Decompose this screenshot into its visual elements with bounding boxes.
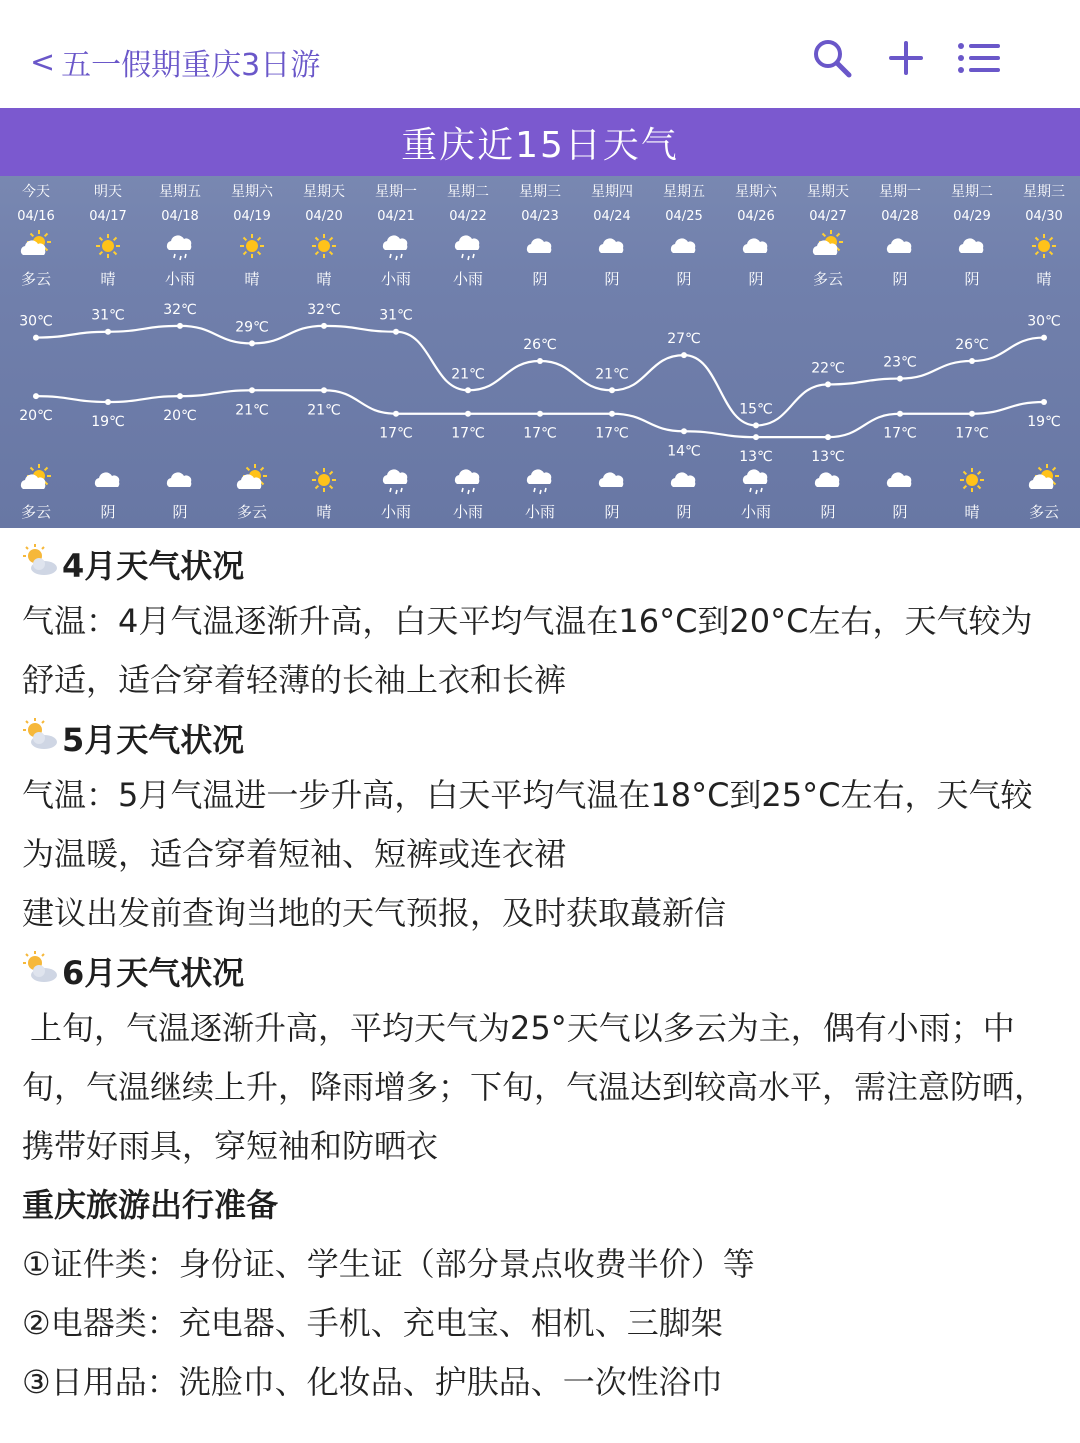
low-temp-point xyxy=(465,411,471,417)
weather-label-bottom: 阴 xyxy=(100,503,116,521)
weather-icon-top xyxy=(959,238,983,253)
low-temp-point xyxy=(825,434,831,440)
low-temp-point xyxy=(681,428,687,434)
day-label: 星期二 xyxy=(951,184,993,200)
weather-label-bottom: 阴 xyxy=(820,503,836,521)
weather-label-top: 晴 xyxy=(244,270,260,288)
high-temp-label: 23℃ xyxy=(883,354,917,371)
weather-icon-top xyxy=(455,235,479,260)
high-temp-point xyxy=(681,352,687,358)
low-temp-point xyxy=(897,411,903,417)
weather-label-top: 晴 xyxy=(316,270,332,288)
day-label: 星期天 xyxy=(807,184,849,200)
weather-label-top: 晴 xyxy=(100,270,116,288)
weather-icon-bottom xyxy=(312,468,336,492)
high-temp-label: 29℃ xyxy=(235,319,269,336)
date-label: 04/22 xyxy=(449,209,487,224)
high-temp-point xyxy=(969,358,975,364)
high-temp-label: 22℃ xyxy=(811,360,845,377)
top-bar xyxy=(0,0,1080,108)
date-label: 04/18 xyxy=(161,209,199,224)
date-label: 04/21 xyxy=(377,209,415,224)
weather-label-top: 多云 xyxy=(20,270,52,288)
low-temp-label: 14℃ xyxy=(667,443,701,460)
weather-label-top: 阴 xyxy=(532,270,548,288)
weather-label-top: 阴 xyxy=(604,270,620,288)
date-label: 04/24 xyxy=(593,209,631,224)
low-temp-label: 17℃ xyxy=(451,425,485,442)
weather-icon-top xyxy=(813,230,843,255)
low-temp-point xyxy=(753,434,759,440)
plus-icon[interactable] xyxy=(884,36,928,80)
chevron-left-icon: < xyxy=(30,44,56,80)
day-label: 星期三 xyxy=(519,184,561,200)
menu-icon[interactable] xyxy=(958,36,1002,80)
toolbar xyxy=(810,36,1002,80)
weather-label-bottom: 多云 xyxy=(236,503,268,521)
weather-icon-bottom xyxy=(455,469,479,494)
date-label: 04/26 xyxy=(737,209,775,224)
high-temp-point xyxy=(537,358,543,364)
high-temp-label: 21℃ xyxy=(595,366,629,383)
day-label: 星期二 xyxy=(447,184,489,200)
weather-label-bottom: 晴 xyxy=(964,503,980,521)
low-temp-point xyxy=(105,399,111,405)
weather-icon-bottom xyxy=(21,464,51,489)
weather-label-top: 多云 xyxy=(812,270,844,288)
low-temp-point xyxy=(177,393,183,399)
sun-cloud-icon xyxy=(22,543,58,585)
date-label: 04/30 xyxy=(1025,209,1063,224)
high-temp-point xyxy=(105,329,111,335)
prep-title: 重庆旅游出行准备 xyxy=(22,1186,279,1224)
high-temp-point xyxy=(321,323,327,329)
low-temp-label: 13℃ xyxy=(739,449,773,466)
high-temp-point xyxy=(825,381,831,387)
date-label: 04/23 xyxy=(521,209,559,224)
weather-label-top: 小雨 xyxy=(380,270,412,288)
low-temp-label: 21℃ xyxy=(235,402,269,419)
date-label: 04/20 xyxy=(305,209,343,224)
high-temp-label: 15℃ xyxy=(739,401,773,418)
day-label: 星期五 xyxy=(159,184,201,200)
weather-label-bottom: 小雨 xyxy=(524,503,556,521)
weather-panel xyxy=(0,108,1080,528)
low-temp-label: 19℃ xyxy=(1027,414,1061,430)
weather-label-top: 阴 xyxy=(676,270,692,288)
day-label: 今天 xyxy=(22,184,50,200)
weather-icon-top xyxy=(671,238,695,253)
date-label: 04/28 xyxy=(881,209,919,224)
weather-label-top: 小雨 xyxy=(164,270,196,288)
weather-icon-top xyxy=(240,234,264,258)
high-temp-point xyxy=(1041,335,1047,341)
weather-icon-top xyxy=(167,235,191,260)
low-temp-label: 20℃ xyxy=(19,408,53,425)
day-label: 星期五 xyxy=(663,184,705,200)
low-temp-point xyxy=(969,411,975,417)
weather-icon-top xyxy=(527,238,551,253)
high-temp-label: 31℃ xyxy=(379,307,413,324)
weather-title: 重庆近15日天气 xyxy=(0,108,1080,176)
day-label: 星期一 xyxy=(879,184,921,200)
low-temp-label: 17℃ xyxy=(523,425,557,442)
june-title: 6月天气状况 xyxy=(62,954,245,992)
prep-item: ②电器类：充电器、手机、充电宝、相机、三脚架 xyxy=(22,1304,723,1342)
sun-cloud-icon xyxy=(22,950,58,992)
high-temp-label: 32℃ xyxy=(163,301,197,318)
may-text: 气温：5月气温进一步升高，白天平均气温在18°C到25°C左右，天气较为温暖，适合穿着短袖、短裤或连衣裙 xyxy=(22,776,1033,873)
low-temp-point xyxy=(249,387,255,393)
low-temp-point xyxy=(1041,399,1047,405)
weather-label-top: 阴 xyxy=(748,270,764,288)
low-temp-point xyxy=(609,411,615,417)
high-temp-point xyxy=(393,329,399,335)
high-temp-label: 32℃ xyxy=(307,301,341,318)
day-label: 星期四 xyxy=(591,184,633,200)
weather-label-bottom: 阴 xyxy=(172,503,188,521)
weather-icon-top xyxy=(887,238,911,253)
weather-label-top: 小雨 xyxy=(452,270,484,288)
may-advice: 建议出发前查询当地的天气预报，及时获取蕞新信 xyxy=(22,894,727,932)
april-title: 4月天气状况 xyxy=(62,547,245,585)
may-section-title xyxy=(22,710,1062,766)
low-temp-label: 17℃ xyxy=(883,425,917,442)
low-temp-label: 13℃ xyxy=(811,449,845,466)
low-temp-point xyxy=(33,393,39,399)
high-temp-label: 26℃ xyxy=(523,337,557,353)
day-label: 星期天 xyxy=(303,184,345,200)
weather-icon-bottom xyxy=(599,472,623,487)
date-label: 04/19 xyxy=(233,209,271,224)
weather-icon-top xyxy=(1032,234,1056,258)
weather-icon-top xyxy=(383,235,407,260)
high-temp-label: 30℃ xyxy=(1027,313,1061,330)
weather-icon-bottom xyxy=(887,472,911,487)
weather-label-bottom: 多云 xyxy=(20,503,52,521)
page-title: 五一假期重庆3日游 xyxy=(61,48,321,83)
high-temp-label: 21℃ xyxy=(451,366,485,383)
high-temp-point xyxy=(753,422,759,428)
weather-icon-bottom xyxy=(671,472,695,487)
weather-icon-bottom xyxy=(383,469,407,494)
back-button[interactable] xyxy=(30,40,320,84)
weather-label-bottom: 阴 xyxy=(676,503,692,521)
weather-icon-bottom xyxy=(527,469,551,494)
date-label: 04/25 xyxy=(665,209,703,224)
low-temp-point xyxy=(537,411,543,417)
day-label: 星期六 xyxy=(231,184,273,200)
weather-icon-bottom xyxy=(95,472,119,487)
weather-icon-bottom xyxy=(167,472,191,487)
weather-label-bottom: 阴 xyxy=(604,503,620,521)
weather-label-top: 阴 xyxy=(964,270,980,288)
weather-icon-bottom xyxy=(237,464,267,489)
prep-item: ①证件类：身份证、学生证（部分景点收费半价）等 xyxy=(22,1245,755,1283)
weather-icon-bottom xyxy=(960,468,984,492)
date-label: 04/27 xyxy=(809,209,847,224)
low-temp-label: 17℃ xyxy=(955,425,989,442)
weather-icon-top xyxy=(312,234,336,258)
prep-item: ③日用品：洗脸巾、化妆品、护肤品、一次性浴巾 xyxy=(22,1363,723,1401)
weather-label-top: 阴 xyxy=(892,270,908,288)
high-temp-point xyxy=(249,340,255,346)
weather-label-top: 晴 xyxy=(1036,270,1052,288)
april-text: 气温：4月气温逐渐升高，白天平均气温在16°C到20°C左右，天气较为舒适，适合穿着轻薄的长袖上衣和长裤 xyxy=(22,602,1033,699)
weather-icon-top xyxy=(599,238,623,253)
day-label: 星期一 xyxy=(375,184,417,200)
day-label: 明天 xyxy=(94,184,122,200)
weather-label-bottom: 小雨 xyxy=(380,503,412,521)
high-temp-point xyxy=(609,387,615,393)
day-label: 星期六 xyxy=(735,184,777,200)
day-label: 星期三 xyxy=(1023,184,1065,200)
weather-label-bottom: 阴 xyxy=(892,503,908,521)
june-section-title xyxy=(22,943,1062,999)
weather-icon-top xyxy=(96,234,120,258)
high-temp-label: 27℃ xyxy=(667,331,701,348)
weather-icon-top xyxy=(743,238,767,253)
low-temp-point xyxy=(393,411,399,417)
weather-label-bottom: 晴 xyxy=(316,503,332,521)
search-icon[interactable] xyxy=(810,36,854,80)
high-temp-point xyxy=(897,376,903,382)
sun-cloud-icon xyxy=(22,717,58,759)
weather-label-bottom: 小雨 xyxy=(452,503,484,521)
june-text: 上旬，气温逐渐升高，平均天气为25°天气以多云为主，偶有小雨；中旬，气温继续上升，降雨增多；下旬，气温达到较高水平，需注意防晒，携带好雨具，穿短袖和防晒衣 xyxy=(22,1009,1047,1165)
april-section-title xyxy=(22,536,1062,592)
high-temp-point xyxy=(33,335,39,341)
article-content xyxy=(22,536,1062,1412)
low-temp-label: 19℃ xyxy=(91,414,125,430)
date-label: 04/16 xyxy=(17,209,55,224)
date-label: 04/17 xyxy=(89,209,127,224)
weather-label-bottom: 小雨 xyxy=(740,503,772,521)
weather-forecast-chart xyxy=(0,108,1080,528)
weather-label-bottom: 多云 xyxy=(1028,503,1060,521)
high-temp-label: 30℃ xyxy=(19,313,53,330)
weather-icon-bottom xyxy=(1029,464,1059,489)
high-temp-label: 31℃ xyxy=(91,307,125,324)
weather-icon-top xyxy=(21,230,51,255)
high-temp-label: 26℃ xyxy=(955,337,989,353)
weather-icon-bottom xyxy=(743,469,767,494)
high-temp-point xyxy=(177,323,183,329)
low-temp-label: 17℃ xyxy=(379,425,413,442)
low-temp-label: 21℃ xyxy=(307,402,341,419)
low-temp-label: 17℃ xyxy=(595,425,629,442)
low-temp-label: 20℃ xyxy=(163,408,197,425)
may-title: 5月天气状况 xyxy=(62,721,245,759)
high-temp-point xyxy=(465,387,471,393)
low-temp-point xyxy=(321,387,327,393)
weather-icon-bottom xyxy=(815,472,839,487)
date-label: 04/29 xyxy=(953,209,991,224)
